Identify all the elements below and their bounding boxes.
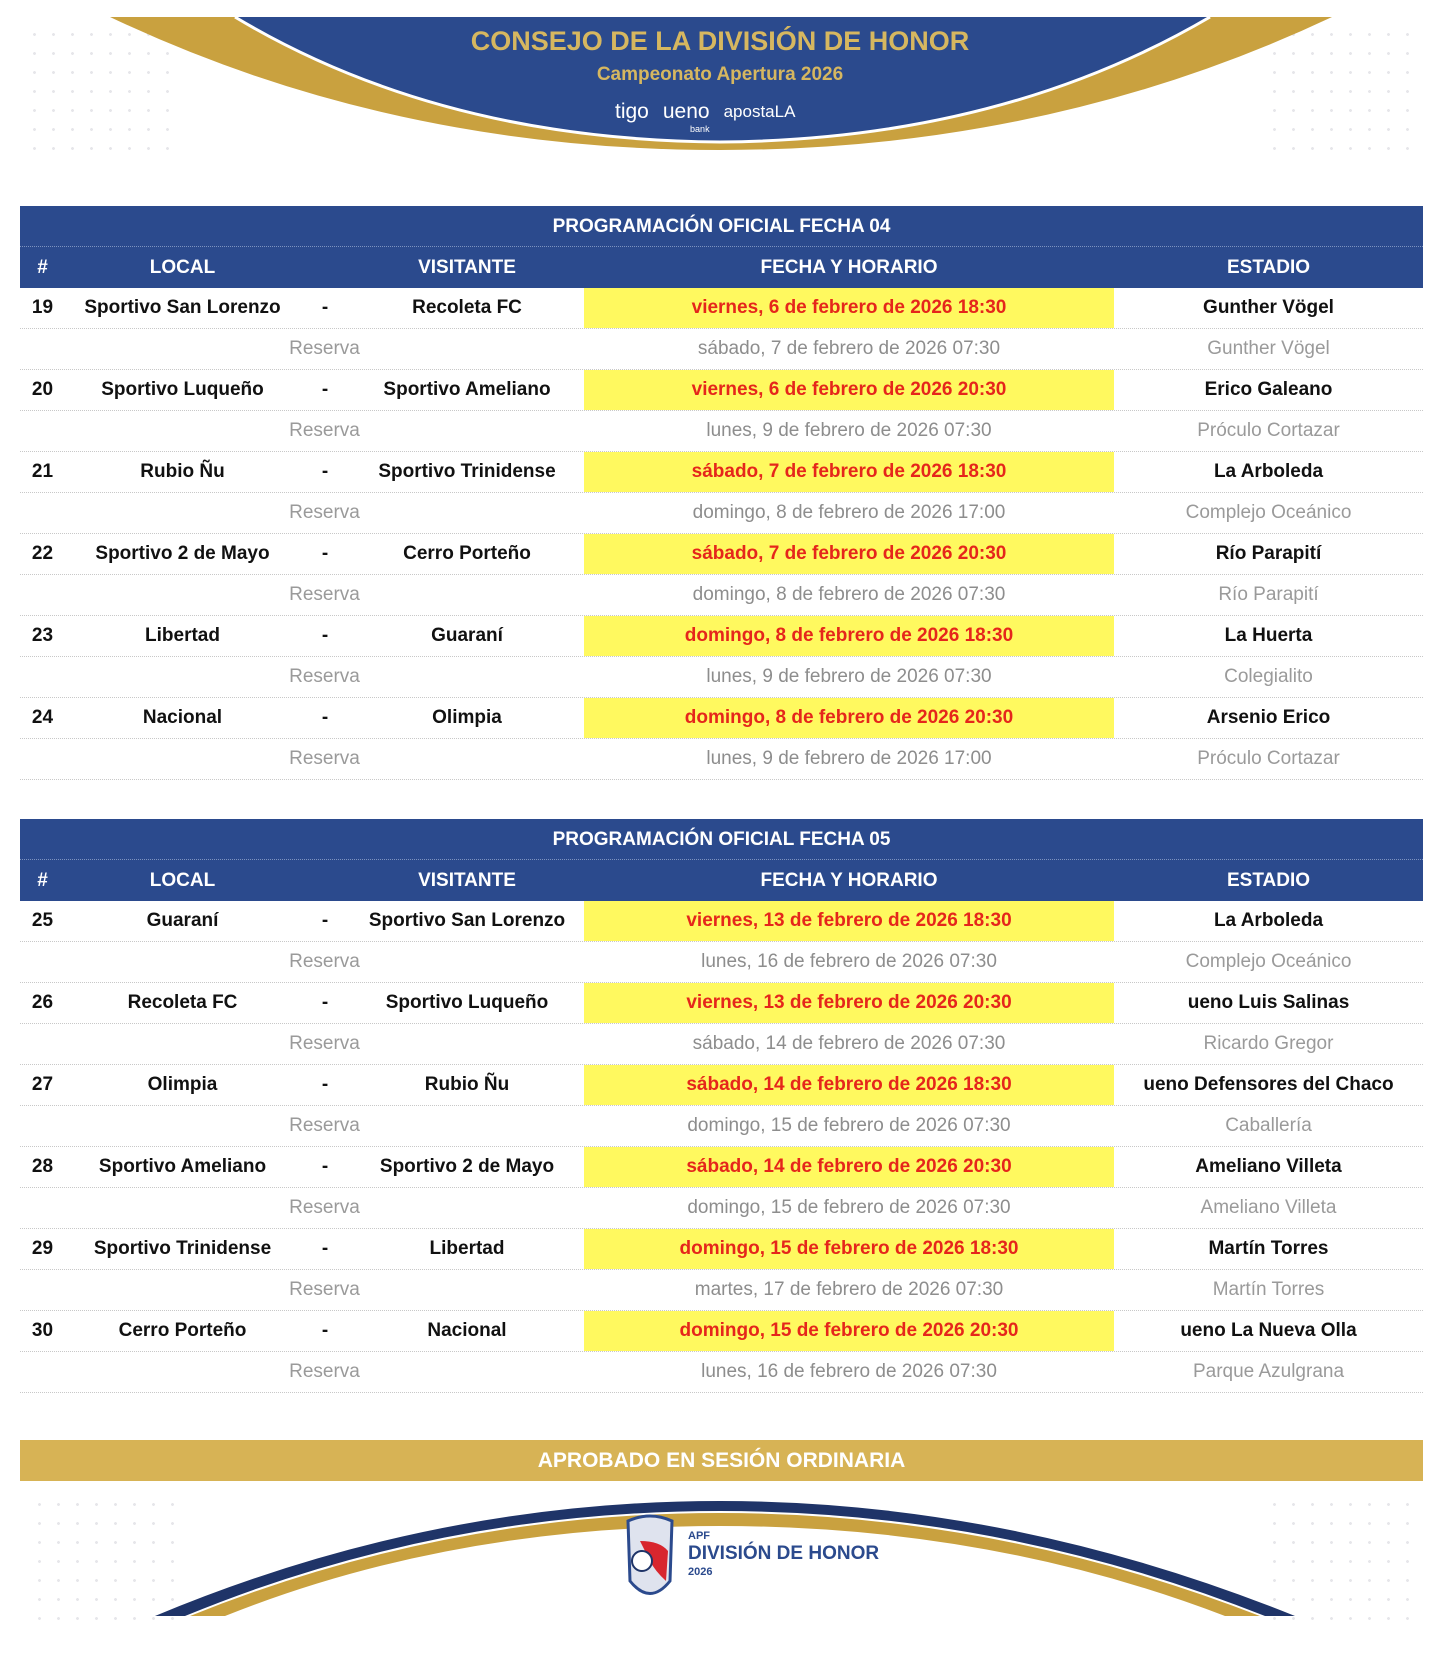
stadium: Martín Torres bbox=[1208, 1238, 1329, 1259]
reserve-stadium: Gunther Vögel bbox=[1207, 338, 1330, 359]
local-team: Cerro Porteño bbox=[118, 1320, 247, 1341]
stadium: Gunther Vögel bbox=[1203, 297, 1334, 318]
local-team: Sportivo San Lorenzo bbox=[84, 297, 281, 318]
reserve-label: Reserva bbox=[289, 420, 360, 441]
reserve-label: Reserva bbox=[289, 1361, 360, 1382]
match-datetime: domingo, 15 de febrero de 2026 20:30 bbox=[584, 1311, 1114, 1351]
reserve-datetime: lunes, 9 de febrero de 2026 17:00 bbox=[706, 748, 992, 769]
reserve-stadium: Río Parapití bbox=[1218, 584, 1319, 605]
reserve-label: Reserva bbox=[289, 502, 360, 523]
match-datetime: domingo, 15 de febrero de 2026 18:30 bbox=[584, 1229, 1114, 1269]
local-team: Sportivo 2 de Mayo bbox=[95, 543, 270, 564]
reserve-row bbox=[20, 1106, 1423, 1147]
match-number: 30 bbox=[31, 1320, 54, 1341]
reserve-row bbox=[20, 1352, 1423, 1393]
visiting-team: Cerro Porteño bbox=[403, 543, 531, 564]
reserve-stadium: Próculo Cortazar bbox=[1197, 748, 1340, 769]
reserve-label: Reserva bbox=[289, 1115, 360, 1136]
stadium: Río Parapití bbox=[1215, 543, 1322, 564]
reserve-datetime: martes, 17 de febrero de 2026 07:30 bbox=[694, 1279, 1004, 1300]
stadium: La Arboleda bbox=[1213, 910, 1324, 931]
separator: - bbox=[321, 543, 329, 564]
visiting-team: Sportivo 2 de Mayo bbox=[379, 1156, 555, 1177]
header-banner bbox=[0, 0, 1440, 170]
separator: - bbox=[321, 1238, 329, 1259]
local-team: Libertad bbox=[145, 625, 220, 646]
ueno-logo-text: ueno bbox=[662, 100, 710, 123]
match-number: 25 bbox=[31, 910, 54, 931]
reserve-row bbox=[20, 411, 1423, 452]
reserve-datetime: sábado, 7 de febrero de 2026 07:30 bbox=[697, 338, 1001, 359]
col-fecha: FECHA Y HORARIO bbox=[760, 256, 938, 278]
match-datetime: domingo, 8 de febrero de 2026 18:30 bbox=[584, 616, 1114, 656]
reserve-datetime: lunes, 9 de febrero de 2026 07:30 bbox=[706, 666, 992, 687]
visiting-team: Rubio Ñu bbox=[424, 1074, 510, 1095]
reserve-row bbox=[20, 657, 1423, 698]
reserve-row bbox=[20, 575, 1423, 616]
reserve-stadium: Martín Torres bbox=[1212, 1279, 1325, 1300]
match-row bbox=[20, 698, 1423, 739]
match-row bbox=[20, 288, 1423, 329]
reserve-stadium: Complejo Oceánico bbox=[1185, 502, 1352, 523]
reserve-stadium: Ricardo Gregor bbox=[1203, 1033, 1334, 1054]
match-datetime: sábado, 7 de febrero de 2026 18:30 bbox=[584, 452, 1114, 492]
reserve-row bbox=[20, 1024, 1423, 1065]
local-team: Guaraní bbox=[146, 910, 219, 931]
reserve-label: Reserva bbox=[289, 951, 360, 972]
match-datetime: sábado, 7 de febrero de 2026 20:30 bbox=[584, 534, 1114, 574]
separator: - bbox=[321, 1074, 329, 1095]
table-header bbox=[20, 860, 1423, 901]
separator: - bbox=[321, 1156, 329, 1177]
separator: - bbox=[321, 707, 329, 728]
col-visitante: VISITANTE bbox=[418, 256, 516, 278]
match-row bbox=[20, 616, 1423, 657]
tigo-logo: tigo bbox=[615, 100, 649, 123]
match-number: 22 bbox=[31, 543, 54, 564]
ueno-logo-sub: bank bbox=[690, 124, 710, 134]
reserve-label: Reserva bbox=[289, 1197, 360, 1218]
table-header bbox=[20, 247, 1423, 288]
match-row bbox=[20, 983, 1423, 1024]
reserve-label: Reserva bbox=[289, 1279, 360, 1300]
reserve-label: Reserva bbox=[289, 338, 360, 359]
reserve-datetime: domingo, 8 de febrero de 2026 07:30 bbox=[692, 584, 1006, 605]
reserve-datetime: lunes, 16 de febrero de 2026 07:30 bbox=[701, 951, 997, 972]
local-team: Olimpia bbox=[147, 1074, 218, 1095]
stadium: La Arboleda bbox=[1213, 461, 1324, 482]
reserve-datetime: domingo, 15 de febrero de 2026 07:30 bbox=[687, 1197, 1011, 1218]
stadium: Ameliano Villeta bbox=[1195, 1156, 1342, 1177]
reserve-row bbox=[20, 942, 1423, 983]
visiting-team: Libertad bbox=[429, 1238, 505, 1259]
separator: - bbox=[321, 297, 329, 318]
match-number: 19 bbox=[31, 297, 54, 318]
separator: - bbox=[321, 625, 329, 646]
stadium: La Huerta bbox=[1224, 625, 1313, 646]
col-local: LOCAL bbox=[149, 869, 216, 891]
stadium: Erico Galeano bbox=[1204, 379, 1333, 400]
stadium: ueno Luis Salinas bbox=[1187, 992, 1350, 1013]
visiting-team: Sportivo Ameliano bbox=[383, 379, 551, 400]
visiting-team: Sportivo Trinidense bbox=[378, 461, 556, 482]
separator: - bbox=[321, 910, 329, 931]
visiting-team: Nacional bbox=[427, 1320, 507, 1341]
approval-banner: APROBADO EN SESIÓN ORDINARIA bbox=[20, 1440, 1423, 1481]
match-number: 29 bbox=[31, 1238, 54, 1259]
match-datetime: viernes, 13 de febrero de 2026 20:30 bbox=[584, 983, 1114, 1023]
match-row bbox=[20, 1229, 1423, 1270]
reserve-stadium: Colegialito bbox=[1224, 666, 1313, 687]
local-team: Nacional bbox=[142, 707, 223, 728]
stadium: ueno La Nueva Olla bbox=[1180, 1320, 1357, 1341]
visiting-team: Olimpia bbox=[432, 707, 502, 728]
col-number: # bbox=[37, 256, 48, 278]
footer-logo-line3: 2026 bbox=[688, 1566, 713, 1578]
reserve-datetime: domingo, 15 de febrero de 2026 07:30 bbox=[687, 1115, 1011, 1136]
separator: - bbox=[321, 379, 329, 400]
apf-shield-icon bbox=[620, 1511, 680, 1611]
reserve-row bbox=[20, 739, 1423, 780]
footer-logo-line1: APF bbox=[688, 1530, 710, 1542]
col-estadio: ESTADIO bbox=[1226, 256, 1311, 278]
col-visitante: VISITANTE bbox=[418, 869, 516, 891]
reserve-stadium: Complejo Oceánico bbox=[1185, 951, 1352, 972]
match-datetime: sábado, 14 de febrero de 2026 20:30 bbox=[584, 1147, 1114, 1187]
match-number: 21 bbox=[31, 461, 54, 482]
match-datetime: viernes, 6 de febrero de 2026 20:30 bbox=[584, 370, 1114, 410]
match-number: 26 bbox=[31, 992, 54, 1013]
reserve-row bbox=[20, 493, 1423, 534]
col-estadio: ESTADIO bbox=[1226, 869, 1311, 891]
match-row bbox=[20, 452, 1423, 493]
reserve-label: Reserva bbox=[289, 584, 360, 605]
footer-logo-line2: DIVISIÓN DE HONOR bbox=[688, 1543, 880, 1564]
aposta-logo: apostaLA bbox=[723, 102, 796, 121]
reserve-row bbox=[20, 1188, 1423, 1229]
reserve-stadium: Próculo Cortazar bbox=[1197, 420, 1340, 441]
reserve-stadium: Parque Azulgrana bbox=[1192, 1361, 1345, 1382]
header-title: CONSEJO DE LA DIVISIÓN DE HONOR bbox=[470, 26, 970, 56]
match-datetime: domingo, 8 de febrero de 2026 20:30 bbox=[584, 698, 1114, 738]
stadium: ueno Defensores del Chaco bbox=[1143, 1074, 1394, 1095]
separator: - bbox=[321, 461, 329, 482]
reserve-row bbox=[20, 329, 1423, 370]
match-row bbox=[20, 534, 1423, 575]
stadium: Arsenio Erico bbox=[1206, 707, 1331, 728]
footer-graphic bbox=[0, 1481, 1440, 1655]
reserve-label: Reserva bbox=[289, 666, 360, 687]
reserve-datetime: lunes, 9 de febrero de 2026 07:30 bbox=[706, 420, 992, 441]
sponsor-logos bbox=[615, 100, 795, 136]
reserve-datetime: lunes, 16 de febrero de 2026 07:30 bbox=[701, 1361, 997, 1382]
match-datetime: sábado, 14 de febrero de 2026 18:30 bbox=[584, 1065, 1114, 1105]
match-number: 27 bbox=[31, 1074, 54, 1095]
local-team: Sportivo Luqueño bbox=[101, 379, 264, 400]
match-number: 20 bbox=[31, 379, 54, 400]
local-team: Rubio Ñu bbox=[140, 461, 225, 482]
visiting-team: Recoleta FC bbox=[412, 297, 522, 318]
col-local: LOCAL bbox=[149, 256, 216, 278]
visiting-team: Guaraní bbox=[431, 625, 503, 646]
reserve-datetime: sábado, 14 de febrero de 2026 07:30 bbox=[692, 1033, 1006, 1054]
col-number: # bbox=[37, 869, 48, 891]
reserve-stadium: Ameliano Villeta bbox=[1200, 1197, 1337, 1218]
local-team: Sportivo Ameliano bbox=[98, 1156, 267, 1177]
separator: - bbox=[321, 992, 329, 1013]
reserve-stadium: Caballería bbox=[1225, 1115, 1312, 1136]
local-team: Recoleta FC bbox=[127, 992, 238, 1013]
match-row bbox=[20, 1311, 1423, 1352]
match-datetime: viernes, 13 de febrero de 2026 18:30 bbox=[584, 901, 1114, 941]
match-datetime: viernes, 6 de febrero de 2026 18:30 bbox=[584, 288, 1114, 328]
reserve-datetime: domingo, 8 de febrero de 2026 17:00 bbox=[692, 502, 1006, 523]
match-row bbox=[20, 901, 1423, 942]
header-subtitle: Campeonato Apertura 2026 bbox=[596, 64, 844, 85]
schedule-fecha-04 bbox=[20, 206, 1423, 780]
footer-logo-text bbox=[688, 1529, 879, 1579]
visiting-team: Sportivo San Lorenzo bbox=[368, 910, 566, 931]
match-row bbox=[20, 1147, 1423, 1188]
match-row bbox=[20, 1065, 1423, 1106]
schedule-fecha-05 bbox=[20, 819, 1423, 1393]
match-number: 23 bbox=[31, 625, 54, 646]
section-title: PROGRAMACIÓN OFICIAL FECHA 05 bbox=[20, 819, 1423, 860]
reserve-label: Reserva bbox=[289, 1033, 360, 1054]
separator: - bbox=[321, 1320, 329, 1341]
reserve-row bbox=[20, 1270, 1423, 1311]
ueno-logo bbox=[663, 100, 710, 136]
visiting-team: Sportivo Luqueño bbox=[385, 992, 549, 1013]
match-number: 28 bbox=[31, 1156, 54, 1177]
col-fecha: FECHA Y HORARIO bbox=[760, 869, 938, 891]
local-team: Sportivo Trinidense bbox=[93, 1238, 272, 1259]
reserve-label: Reserva bbox=[289, 748, 360, 769]
section-title: PROGRAMACIÓN OFICIAL FECHA 04 bbox=[20, 206, 1423, 247]
match-number: 24 bbox=[31, 707, 54, 728]
match-row bbox=[20, 370, 1423, 411]
